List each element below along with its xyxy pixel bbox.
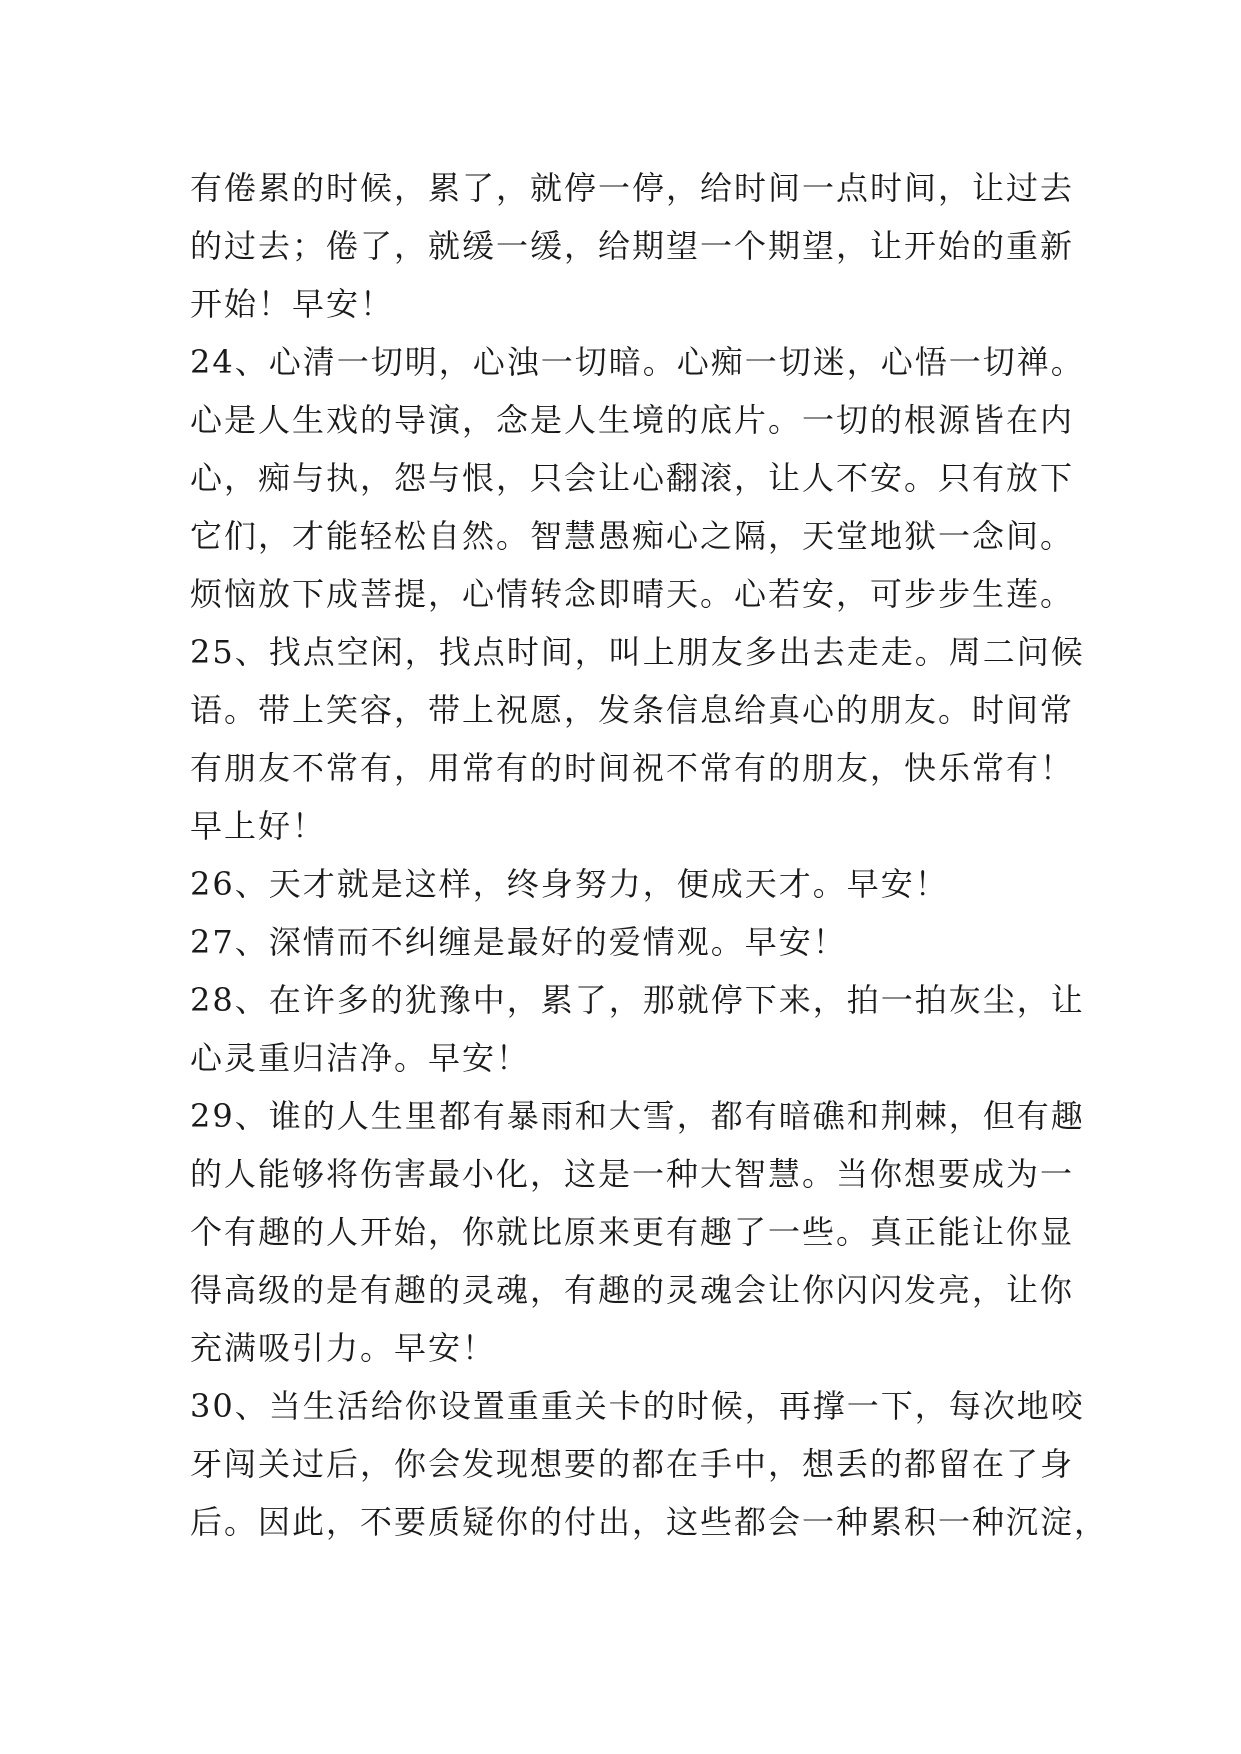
text-line: 心灵重归洁净。早安！ — [190, 1039, 531, 1077]
text-line: 后。因此，不要质疑你的付出，这些都会一种累积一种沉淀， — [190, 1503, 1109, 1541]
text-line: 有倦累的时候，累了，就停一停，给时间一点时间，让过去 — [190, 169, 1075, 207]
text-line: 语。带上笑容，带上祝愿，发条信息给真心的朋友。时间常 — [190, 691, 1075, 729]
text-line: 27、深情而不纠缠是最好的爱情观。早安！ — [190, 923, 847, 961]
text-line: 开始！早安！ — [190, 285, 395, 323]
text-line: 的过去；倦了，就缓一缓，给期望一个期望，让开始的重新 — [190, 227, 1075, 265]
text-line: 烦恼放下成菩提，心情转念即晴天。心若安，可步步生莲。 — [190, 575, 1075, 613]
document-body — [190, 159, 1109, 1551]
text-line: 充满吸引力。早安！ — [190, 1329, 497, 1367]
text-line: 30、当生活给你设置重重关卡的时候，再撑一下，每次地咬 — [190, 1387, 1085, 1425]
text-line: 25、找点空闲，找点时间，叫上朋友多出去走走。周二问候 — [190, 633, 1085, 671]
text-line: 心，痴与执，怨与恨，只会让心翻滚，让人不安。只有放下 — [190, 459, 1075, 497]
text-line: 早上好！ — [190, 807, 327, 845]
text-line: 它们，才能轻松自然。智慧愚痴心之隔，天堂地狱一念间。 — [190, 517, 1075, 555]
text-line: 个有趣的人开始，你就比原来更有趣了一些。真正能让你显 — [190, 1213, 1075, 1251]
text-line: 29、谁的人生里都有暴雨和大雪，都有暗礁和荆棘，但有趣 — [190, 1097, 1085, 1135]
text-line: 牙闯关过后，你会发现想要的都在手中，想丢的都留在了身 — [190, 1445, 1075, 1483]
text-line: 心是人生戏的导演，念是人生境的底片。一切的根源皆在内 — [190, 401, 1075, 439]
text-line: 26、天才就是这样，终身努力，便成天才。早安！ — [190, 865, 949, 903]
text-line: 得高级的是有趣的灵魂，有趣的灵魂会让你闪闪发亮，让你 — [190, 1271, 1075, 1309]
text-line: 有朋友不常有，用常有的时间祝不常有的朋友，快乐常有！ — [190, 749, 1075, 787]
text-line: 28、在许多的犹豫中，累了，那就停下来，拍一拍灰尘，让 — [190, 981, 1085, 1019]
text-line: 的人能够将伤害最小化，这是一种大智慧。当你想要成为一 — [190, 1155, 1075, 1193]
text-line: 24、心清一切明，心浊一切暗。心痴一切迷，心悟一切禅。 — [190, 343, 1085, 381]
